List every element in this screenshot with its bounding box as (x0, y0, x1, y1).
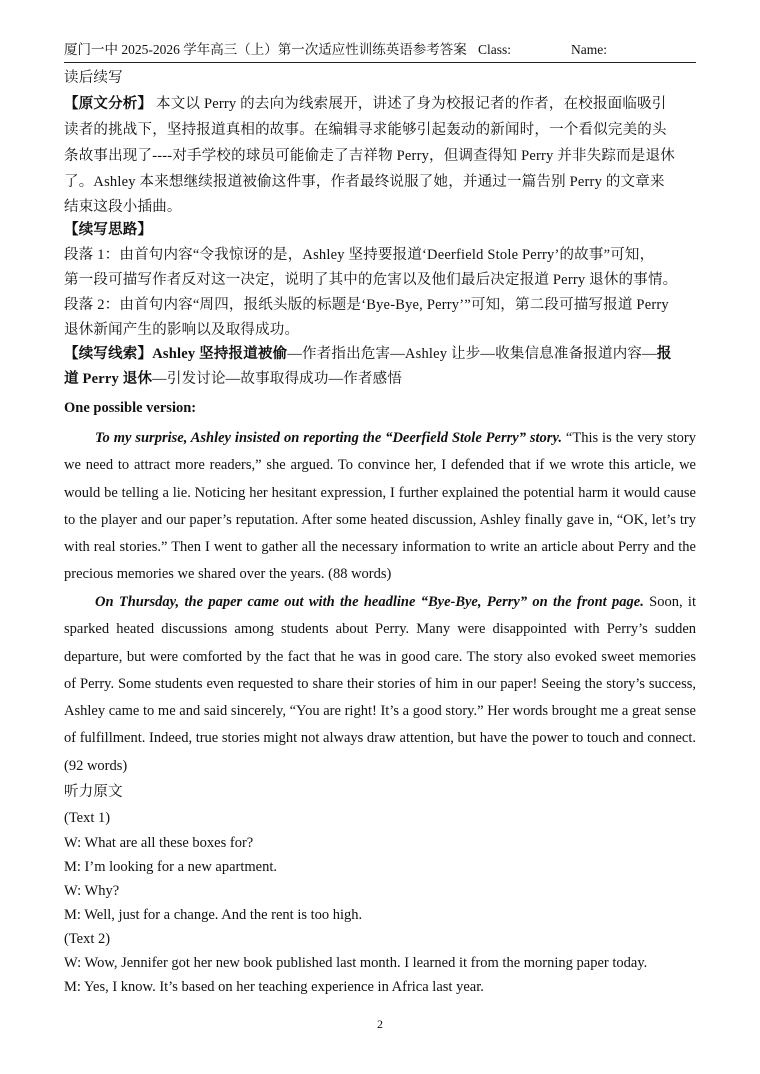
analysis-line-2: 读者的挑战下，坚持报道真相的故事。在编辑寻求能够引起轰动的新闻时，一个看似完美的头 (64, 122, 667, 138)
ideas-line-4: 退休新闻产生的影响以及取得成功。 (64, 322, 300, 338)
analysis-line-1 (64, 94, 696, 114)
header-title: 厦门一中 2025-2026 学年高三（上）第一次适应性训练英语参考答案 (64, 42, 467, 57)
clues-bold-1: Ashley 坚持报道被偷 (152, 346, 288, 362)
clues-label: 【续写线索】 (64, 346, 153, 362)
listening-line-7: W: Wow, Jennifer got her new book published last month. I learned it from the morning paper today. (64, 955, 648, 971)
paragraph-1-lead: To my surprise, Ashley insisted on reporting the “Deerfield Stole Perry” story. (95, 430, 562, 446)
listening-line-4: W: Why? (64, 883, 120, 899)
listening-title: 听力原文 (64, 784, 123, 800)
clues-line2-rest: —引发讨论—故事取得成功—作者感悟 (152, 371, 403, 387)
paragraph-2-lead: On Thursday, the paper came out with the headline “Bye-Bye, Perry” on the front page. (95, 594, 644, 610)
clues-line2-bold: 道 Perry 退休 (64, 371, 153, 387)
analysis-line-5: 结束这段小插曲。 (64, 199, 182, 215)
analysis-line-4: 了。Ashley 本来想继续报道被偷这件事，作者最终说服了她，并通过一篇告别 Perry 的文章来 (64, 174, 665, 190)
listening-line-2: W: What are all these boxes for? (64, 835, 254, 851)
ideas-line-2: 第一段可描写作者反对这一决定，说明了其中的危害以及他们最后决定报道 Perry 退休的事情。 (64, 272, 678, 288)
section-title: 读后续写 (64, 70, 123, 86)
ideas-line-3: 段落 2：由首句内容“周四，报纸头版的标题是‘Bye-Bye, Perry’”可知，第二段可描写报道 Perry (64, 297, 669, 313)
essay-paragraph-2 (64, 589, 696, 780)
ideas-label: 【续写思路】 (64, 222, 153, 238)
essay-paragraph-1 (64, 425, 696, 589)
listening-line-3: M: I’m looking for a new apartment. (64, 859, 278, 875)
analysis-text-1: 本文以 Perry 的去向为线索展开，讲述了身为校报记者的作者，在校报面临吸引 (152, 96, 667, 112)
clues-mid: —作者指出危害—Ashley 让步—收集信息准备报道内容— (287, 346, 657, 362)
listening-line-8: M: Yes, I know. It’s based on her teaching experience in Africa last year. (64, 979, 484, 995)
paragraph-2-body: Soon, it sparked heated discussions among students about Perry. Many were disappointed with Perry’s sudden departure, but were comforted by the fact that he was in good care. The story also evoked sweet memories of Perry. Some students even requested to share their stories of him in our paper! Seeing the story’s success, Ashley came to me and said sincerely, “You are right! It’s a good story.” Her words brought me a great sense of fulfillment. Indeed, true stories might not always draw attention, but have the power to touch and connect. (92 words) (64, 594, 696, 774)
clues-bold-2: 报 (656, 346, 672, 362)
version-label: One possible version: (64, 400, 197, 416)
class-label: Class: (478, 42, 512, 57)
clues-line-2 (64, 369, 696, 389)
listening-line-1: (Text 1) (64, 810, 111, 826)
page-number: 2 (377, 1017, 383, 1031)
page-header (64, 40, 696, 63)
clues-line-1 (64, 344, 696, 364)
name-label: Name: (571, 42, 607, 57)
paragraph-1-body: “This is the very story we need to attract more readers,” she argued. To convince her, I defended that if we wrote this article, we would be telling a lie. Noticing her hesitant expression, I further explained the potential harm it would cause to the player and our paper’s reputation. After some heated discussion, Ashley finally gave in, “OK, let’s try with real stories.” Then I went to gather all the necessary information to write an article about Perry and the precious memories we shared over the years. (88 words) (64, 430, 696, 583)
analysis-label: 【原文分析】 (64, 96, 153, 112)
ideas-line-1: 段落 1：由首句内容“令我惊讶的是，Ashley 坚持要报道‘Deerfield Stole Perry’的故事”可知， (64, 247, 655, 263)
listening-line-6: (Text 2) (64, 931, 111, 947)
listening-line-5: M: Well, just for a change. And the rent is too high. (64, 907, 363, 923)
analysis-line-3: 条故事出现了----对手学校的球员可能偷走了吉祥物 Perry，但调查得知 Perry 并非失踪而是退休 (64, 148, 675, 164)
